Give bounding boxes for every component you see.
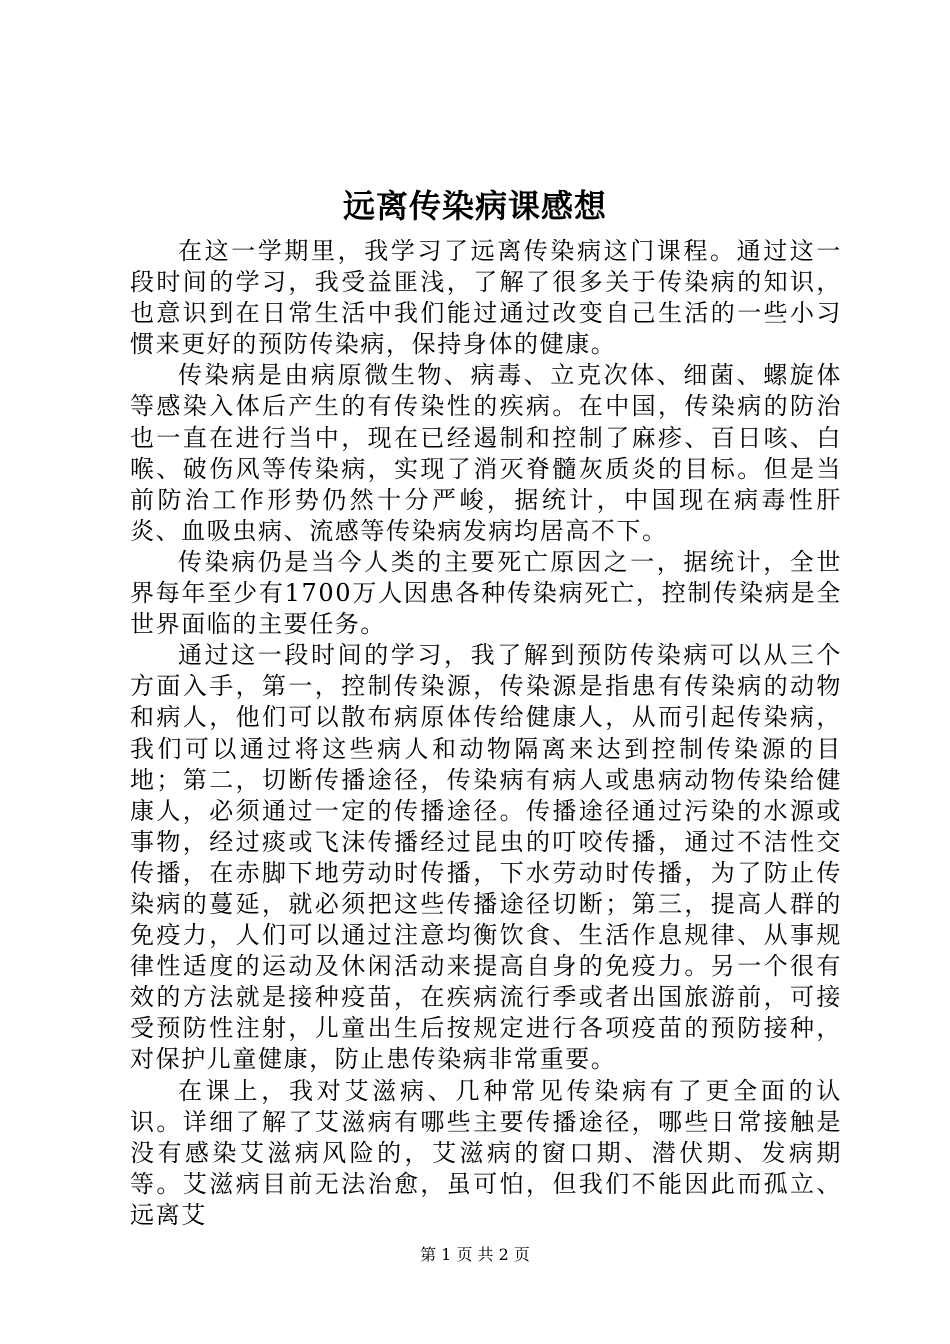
page-number-footer: 第 1 页 共 2 页: [420, 1245, 530, 1264]
paragraph-4: 通过这一段时间的学习，我了解到预防传染病可以从三个方面入手，第一，控制传染源，传染源是指患有传染病的动物和病人，他们可以散布病原体传给健康人，从而引起传染病，我们可以通过将这些病人和动物隔离来达到控制传染源的目地；第二，切断传播途径，传染病有病人或患病动物传染给健康人，必须通过一定的传播途径。传播途径通过污染的水源或事物，经过痰或飞沫传播经过昆虫的叮咬传播，通过不洁性交传播，在赤脚下地劳动时传播，下水劳动时传播，为了防止传染病的蔓延，就必须把这些传播途径切断；第三，提高人群的免疫力，人们可以通过注意均衡饮食、生活作息规律、从事规律性适度的运动及休闲活动来提高自身的免疫力。另一个很有效的方法就是接种疫苗，在疾病流行季或者出国旅游前，可接受预防性注射，儿童出生后按规定进行各项疫苗的预防接种，对保护儿童健康，防止患传染病非常重要。: [130, 641, 842, 1074]
paragraph-3: 传染病仍是当今人类的主要死亡原因之一，据统计，全世界每年至少有1700万人因患各种传染病死亡，控制传染病是全世界面临的主要任务。: [130, 547, 842, 639]
paragraph-1: 在这一学期里，我学习了远离传染病这门课程。通过这一段时间的学习，我受益匪浅，了解了很多关于传染病的知识，也意识到在日常生活中我们能过通过改变自己生活的一些小习惯来更好的预防传染病，保持身体的健康。: [130, 237, 842, 359]
document-body: [130, 236, 842, 1231]
paragraph-5: 在课上，我对艾滋病、几种常见传染病有了更全面的认识。详细了解了艾滋病有哪些主要传播途径，哪些日常接触是没有感染艾滋病风险的，艾滋病的窗口期、潜伏期、发病期等。艾滋病目前无法治愈，虽可怕，但我们不能因此而孤立、远离艾: [130, 1076, 842, 1229]
paragraph-2: 传染病是由病原微生物、病毒、立克次体、细菌、螺旋体等感染入体后产生的有传染性的疾病。在中国，传染病的防治也一直在进行当中，现在已经遏制和控制了麻疹、百日咳、白喉、破伤风等传染病，实现了消灭脊髓灰质炎的目标。但是当前防治工作形势仍然十分严峻，据统计，中国现在病毒性肝炎、血吸虫病、流感等传染病发病均居高不下。: [130, 361, 842, 545]
page-title: 远离传染病课感想: [342, 187, 607, 225]
